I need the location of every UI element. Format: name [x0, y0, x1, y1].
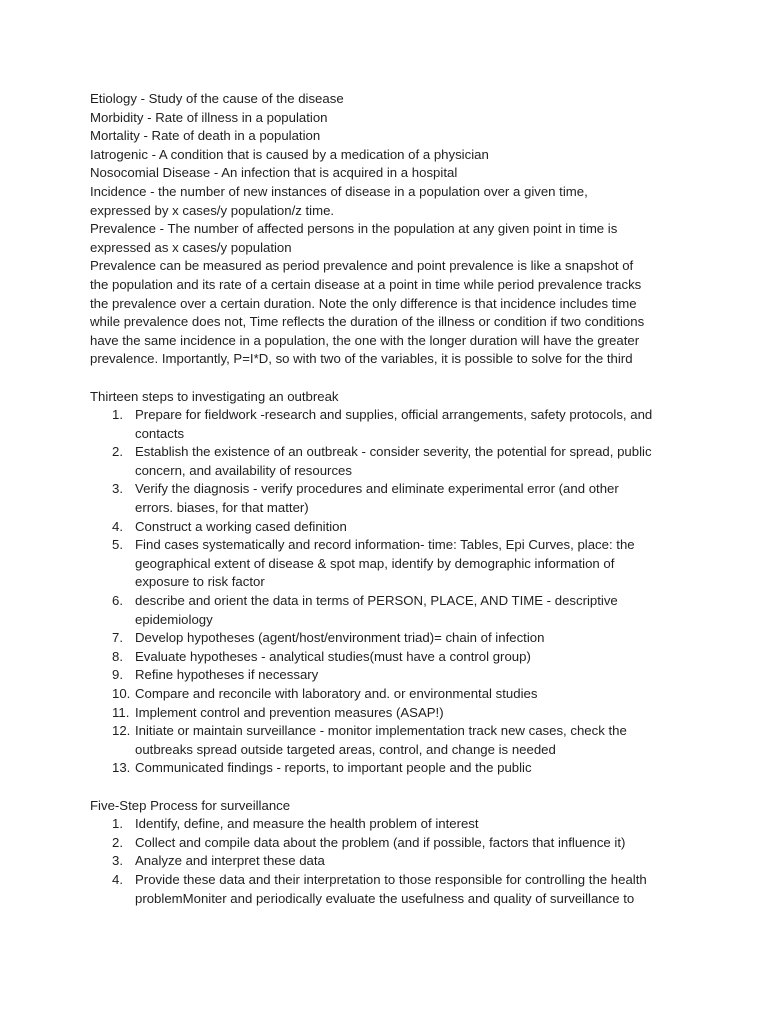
- list-item-number: 3.: [112, 481, 123, 497]
- list-item-text: Analyze and interpret these data: [135, 853, 325, 869]
- list-item-number: 7.: [112, 630, 123, 646]
- surveillance-step: [90, 871, 690, 908]
- outbreak-step: [90, 406, 690, 443]
- incidence-line: expressed by x cases/y population/z time.: [90, 202, 335, 218]
- list-item-text: Establish the existence of an outbreak - consider severity, the potential for spread, public: [135, 444, 652, 460]
- outbreak-step: [90, 480, 690, 517]
- list-item-number: 1.: [112, 407, 123, 423]
- list-item-text: Verify the diagnosis - verify procedures and eliminate experimental error (and other: [135, 481, 619, 497]
- list-item-number: 4.: [112, 518, 123, 534]
- list-item-text: outbreaks spread outside targeted areas, control, and change is needed: [135, 741, 556, 757]
- definition-morbidity: Morbidity - Rate of illness in a population: [90, 109, 328, 125]
- prevalence-note-line: while prevalence does not, Time reflects the duration of the illness or condition if two conditions: [90, 314, 645, 330]
- outbreak-step: [90, 685, 690, 704]
- outbreak-step: [90, 443, 690, 480]
- definition-iatrogenic: Iatrogenic - A condition that is caused by a medication of a physician: [90, 146, 489, 162]
- surveillance-step: [90, 834, 690, 853]
- list-item-number: 6.: [112, 593, 123, 609]
- outbreak-step: [90, 518, 690, 537]
- list-item-number: 10.: [112, 686, 131, 701]
- list-item-number: 2.: [112, 444, 123, 460]
- outbreak-step: [90, 704, 690, 723]
- surveillance-step: [90, 852, 690, 871]
- list-item-text: Identify, define, and measure the health problem of interest: [135, 816, 479, 832]
- document-page: [90, 90, 690, 908]
- definition-mortality: Mortality - Rate of death in a population: [90, 128, 321, 144]
- outbreak-step: [90, 592, 690, 629]
- list-item-text: Evaluate hypotheses - analytical studies(must have a control group): [135, 648, 531, 664]
- prevalence-note-paragraph: [90, 257, 690, 369]
- list-item-text: Find cases systematically and record information- time: Tables, Epi Curves, place: the: [135, 537, 635, 553]
- list-item-text: Prepare for fieldwork -research and supplies, official arrangements, safety protocols, and: [135, 407, 653, 423]
- list-item-text: Construct a working cased definition: [135, 518, 347, 534]
- prevalence-note-line: prevalence. Importantly, P=I*D, so with two of the variables, it is possible to solve for the third: [90, 351, 633, 367]
- list-item-text: epidemiology: [135, 611, 213, 627]
- list-item-number: 3.: [112, 853, 123, 869]
- prevalence-note-line: have the same incidence in a population, the one with the longer duration will have the greater: [90, 332, 640, 348]
- list-item-number: 5.: [112, 537, 123, 553]
- list-item-number: 1.: [112, 816, 123, 832]
- list-item-number: 12.: [112, 723, 131, 739]
- list-item-number: 8.: [112, 648, 123, 664]
- incidence-line: Incidence - the number of new instances of disease in a population over a given time,: [90, 183, 588, 199]
- outbreak-heading: Thirteen steps to investigating an outbreak: [90, 388, 339, 404]
- spacer: [90, 369, 690, 388]
- list-item-text: Compare and reconcile with laboratory and. or environmental studies: [135, 686, 538, 701]
- list-item-number: 11.: [112, 704, 130, 720]
- list-item-text: Communicated findings - reports, to important people and the public: [135, 760, 532, 776]
- incidence-definition: [90, 183, 690, 220]
- list-item-text: problemMoniter and periodically evaluate the usefulness and quality of surveillance to: [135, 890, 635, 906]
- definition-etiology: Etiology - Study of the cause of the disease: [90, 91, 344, 106]
- list-item-text: Initiate or maintain surveillance - monitor implementation track new cases, check the: [135, 723, 627, 739]
- outbreak-step: [90, 629, 690, 648]
- surveillance-step: [90, 815, 690, 834]
- outbreak-step: [90, 666, 690, 685]
- prevalence-line: Prevalence - The number of affected persons in the population at any given point in time is: [90, 221, 618, 237]
- surveillance-section: [90, 797, 690, 909]
- list-item-text: Develop hypotheses (agent/host/environment triad)= chain of infection: [135, 630, 545, 646]
- spacer: [90, 778, 690, 797]
- list-item-text: exposure to risk factor: [135, 574, 265, 590]
- prevalence-note-line: the prevalence over a certain duration. Note the only difference is that incidence includes time: [90, 295, 637, 311]
- surveillance-steps-list: [90, 815, 690, 908]
- list-item-number: 13.: [112, 760, 131, 776]
- list-item-text: contacts: [135, 425, 185, 441]
- list-item-number: 9.: [112, 667, 123, 683]
- prevalence-note-line: Prevalence can be measured as period prevalence and point prevalence is like a snapshot of: [90, 258, 634, 274]
- outbreak-step: [90, 722, 690, 759]
- list-item-text: concern, and availability of resources: [135, 462, 352, 478]
- list-item-text: describe and orient the data in terms of PERSON, PLACE, AND TIME - descriptive: [135, 593, 618, 609]
- definitions-block: [90, 90, 690, 183]
- outbreak-steps-list: [90, 406, 690, 778]
- outbreak-step: [90, 536, 690, 592]
- definition-nosocomial: Nosocomial Disease - An infection that is acquired in a hospital: [90, 165, 458, 181]
- list-item-text: Implement control and prevention measures (ASAP!): [135, 704, 444, 720]
- prevalence-definition: [90, 220, 690, 257]
- outbreak-step: [90, 759, 690, 778]
- list-item-text: Collect and compile data about the problem (and if possible, factors that influence it): [135, 834, 626, 850]
- list-item-text: geographical extent of disease & spot map, identify by demographic information of: [135, 555, 615, 571]
- prevalence-line: expressed as x cases/y population: [90, 239, 292, 255]
- list-item-text: Refine hypotheses if necessary: [135, 667, 319, 683]
- list-item-number: 2.: [112, 834, 123, 850]
- outbreak-section: [90, 388, 690, 778]
- outbreak-step: [90, 648, 690, 667]
- list-item-number: 4.: [112, 871, 123, 887]
- prevalence-note-line: the population and its rate of a certain disease at a point in time while period prevalence tracks: [90, 276, 642, 292]
- surveillance-heading: Five-Step Process for surveillance: [90, 797, 291, 813]
- list-item-text: Provide these data and their interpretation to those responsible for controlling the health: [135, 871, 647, 887]
- list-item-text: errors. biases, for that matter): [135, 500, 309, 516]
